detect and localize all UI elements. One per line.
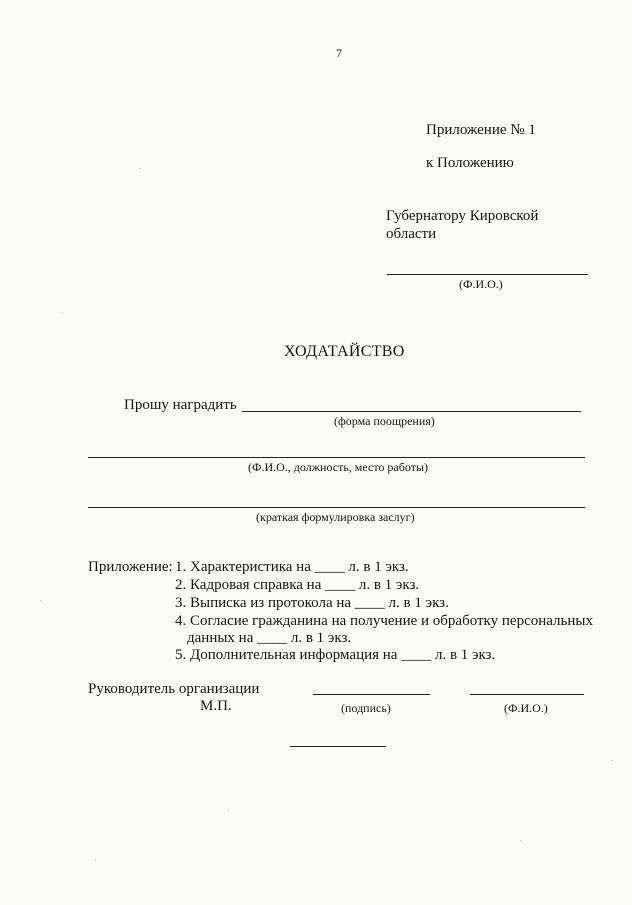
request-label: Прошу наградить (124, 397, 237, 413)
person-line (88, 457, 585, 458)
award-form-caption: (форма поощрения) (334, 414, 435, 428)
appendix-subtitle: к Положению (426, 155, 514, 171)
addressee-line-2: области (386, 226, 437, 242)
addressee-fio-line (387, 274, 588, 275)
head-of-organization-label: Руководитель организации (88, 681, 260, 697)
seal-label: М.П. (200, 698, 232, 714)
merits-caption: (краткая формулировка заслуг) (256, 510, 415, 524)
document-title: ХОДАТАЙСТВО (284, 343, 405, 360)
award-form-line (242, 411, 581, 412)
attachment-item: 1. Характеристика на ____ л. в 1 экз. (175, 559, 409, 575)
closing-rule (290, 746, 386, 747)
addressee-line-1: Губернатору Кировской (386, 208, 539, 224)
person-caption: (Ф.И.О., должность, место работы) (248, 460, 429, 474)
attachment-item: 3. Выписка из протокола на ____ л. в 1 экз. (175, 595, 449, 611)
merits-line (88, 507, 585, 508)
attachments-label: Приложение: (88, 559, 173, 575)
signature-fio-caption: (Ф.И.О.) (504, 701, 548, 715)
attachment-item: 4. Согласие гражданина на получение и обработку персональных (175, 613, 593, 629)
addressee-fio-caption: (Ф.И.О.) (459, 277, 503, 291)
signature-fio-line (470, 694, 584, 695)
attachment-item: 5. Дополнительная информация на ____ л. в 1 экз. (175, 647, 496, 663)
attachment-item: 2. Кадровая справка на ____ л. в 1 экз. (175, 577, 420, 593)
signature-line (313, 694, 430, 695)
appendix-title: Приложение № 1 (426, 122, 536, 138)
signature-caption: (подпись) (341, 701, 391, 715)
attachment-item-continuation: данных на ____ л. в 1 экз. (187, 630, 352, 646)
page-number: 7 (336, 46, 342, 60)
